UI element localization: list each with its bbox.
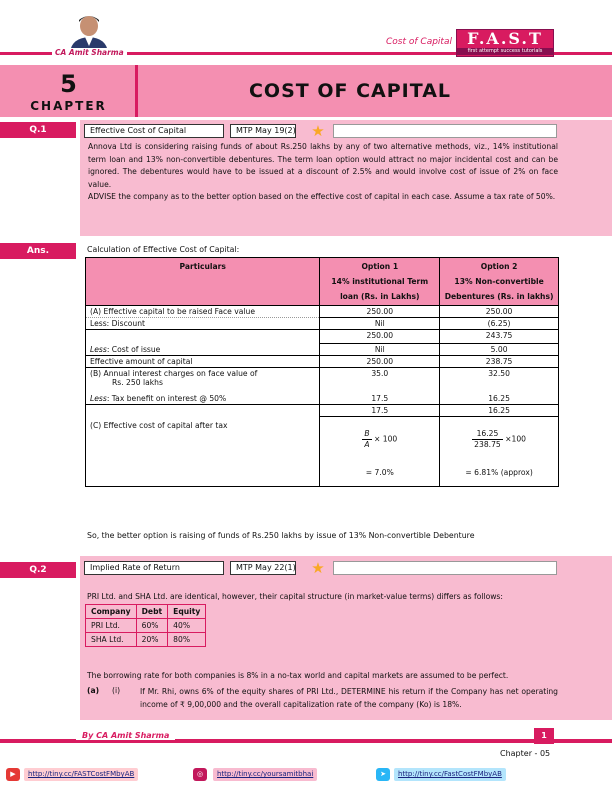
option1-desc: 14% institutional Term loan (Rs. in Lakhs) [331,277,429,301]
cell-value: 35.0 [320,368,440,389]
cell-value: 243.75 [440,330,559,344]
footer-chapter: Chapter - 05 [500,749,551,758]
cell-value: Nil [320,344,440,356]
multiplier: × 100 [373,434,398,444]
row-label: Less: Discount [86,318,320,330]
table-row [86,344,559,356]
star-icon: ★ [311,559,325,577]
cell-formula [320,417,440,487]
row-label-line1: (B) Annual interest charges on face value of [90,369,258,378]
q1-blank-box [333,124,557,138]
q2-ref: MTP May 22(1) [230,561,296,575]
q2-text1: The borrowing rate for both companies is 8% in a no-tax world and capital markets are assumed to be perfect. [87,671,509,680]
q1-ref: MTP May 19(2) [230,124,296,138]
star-icon: ★ [311,122,325,140]
row-label-rest: : Cost of issue [106,344,161,354]
row-label: Effective amount of capital [86,356,320,368]
q1-paragraph-1: Annova Ltd is considering raising funds of about Rs.250 lakhs by any of two alternative methods, viz., 14% institutional term loan and 13% non-convertible debentures. The term loan option would attract no major incidental cost and can be ignored. The debentures would have to be issued at a discount of 2.5% and would involve cost of issue of 2% on face value. [88,142,558,189]
cell-value: Nil [320,318,440,330]
cell: 20% [136,633,168,647]
cell-value: 32.50 [440,368,559,389]
option2-desc: 13% Non-convertible Debentures (Rs. in lakhs) [444,277,554,301]
footer-author: By CA Amit Sharma [76,731,175,740]
header-option1 [320,258,440,306]
cell-value: 250.00 [320,356,440,368]
option1-title: Option 1 [361,262,399,271]
row-label [86,368,320,389]
youtube-link[interactable]: http://tiny.cc/FASTCostFMbyAB [24,768,138,781]
cell-value: 238.75 [440,356,559,368]
table-row [86,318,559,330]
q1-paragraph-2: ADVISE the company as to the better option based on the effective cost of capital in each case. Assume a tax rate of 50%. [88,192,556,201]
q1-text [88,141,558,204]
cell-value: 5.00 [440,344,559,356]
brand-logo [456,29,554,57]
result: = 7.0% [365,468,394,477]
page-number: 1 [534,728,554,744]
table-row [86,356,559,368]
row-label: (A) Effective capital to be raised Face value [86,306,320,318]
telegram-icon[interactable]: ➤ [376,768,390,781]
table-row [86,306,559,318]
q1-label: Q.1 [0,122,76,138]
row-label-rest: : Tax benefit on interest @ 50% [106,394,227,403]
row-label [86,388,320,405]
youtube-icon[interactable]: ▶ [6,768,20,781]
row-label-text: (C) Effective cost of capital after tax [90,420,228,430]
header-particulars-text: Particulars [179,262,226,271]
capital-structure-table [85,604,206,647]
table-row [86,417,559,487]
ans-intro: Calculation of Effective Cost of Capital: [87,245,240,254]
cell-value: (6.25) [440,318,559,330]
header-cell: Company [86,605,137,619]
chapter-box [2,65,138,117]
fraction [362,429,371,450]
row-label [86,417,320,487]
cell-formula [440,417,559,487]
cell: SHA Ltd. [86,633,137,647]
q2-part-a: (a) [87,686,100,695]
brand-name: F.A.S.T [467,29,543,48]
cell-value: 250.00 [320,306,440,318]
ans-label: Ans. [0,243,76,259]
cell: 80% [168,633,206,647]
table-row [86,619,206,633]
instagram-icon[interactable]: ◎ [193,768,207,781]
header-cell: Debt [136,605,168,619]
q2-text2: If Mr. Rhi, owns 6% of the equity shares of PRI Ltd., DETERMINE his return if the Company has net operating income of ₹ 9,00,000 and the overall capitalization rate of the company (Ko) is 18%. [140,687,558,709]
row-label [86,344,320,356]
header-cell: Equity [168,605,206,619]
cell-value: 250.00 [320,330,440,344]
less-word: Less [90,394,107,403]
telegram-link[interactable]: http://tiny.cc/FastCostFMbyAB [394,768,506,781]
header-subject: Cost of Capital [386,37,452,47]
cell: 40% [168,619,206,633]
table-row [86,633,206,647]
result: = 6.81% (approx) [465,468,533,477]
q2-label: Q.2 [0,562,76,578]
q1-topic: Effective Cost of Capital [84,124,224,138]
table-row [86,330,559,344]
multiplier: ×100 [505,434,527,444]
chapter-word: CHAPTER [30,99,107,113]
cell-value: 16.25 [440,405,559,417]
table-header-row [86,258,559,306]
fraction-numerator: B [364,429,370,438]
cell-value: 17.5 [320,388,440,405]
chapter-title: COST OF CAPITAL [248,80,452,102]
q2-topic: Implied Rate of Return [84,561,224,575]
instagram-link[interactable]: http://tiny.cc/yoursamitbhai [213,768,317,781]
fraction-numerator: 16.25 [472,429,503,440]
fraction [472,429,503,450]
cell-value: 16.25 [440,388,559,405]
table-row [86,388,559,405]
logo-name: CA Amit Sharma [52,48,127,57]
q2-part-i: (i) [112,686,121,695]
table-header-row [86,605,206,619]
header-option2 [440,258,559,306]
cost-table [85,257,559,487]
fraction-denominator: 238.75 [474,440,501,449]
cell: 60% [136,619,168,633]
row-label [86,405,320,417]
option2-title: Option 2 [480,262,518,271]
fraction-denominator: A [364,440,370,449]
cell-value: 17.5 [320,405,440,417]
brand-tagline: first attempt success tutorials [457,48,553,55]
cell: PRI Ltd. [86,619,137,633]
header-particulars [86,258,320,306]
row-label [86,330,320,344]
less-word: Less [90,344,107,354]
row-label-line2: Rs. 250 lakhs [112,378,163,387]
cell-value: 250.00 [440,306,559,318]
ans-conclusion: So, the better option is raising of funds of Rs.250 lakhs by issue of 13% Non-convertible Debenture [87,531,475,540]
author-photo [66,12,112,52]
table-row [86,368,559,389]
table-row [86,405,559,417]
chapter-number: 5 [60,70,77,98]
q2-intro: PRI Ltd. and SHA Ltd. are identical, however, their capital structure (in market-value terms) differs as follows: [87,592,503,601]
q2-blank-box [333,561,557,575]
